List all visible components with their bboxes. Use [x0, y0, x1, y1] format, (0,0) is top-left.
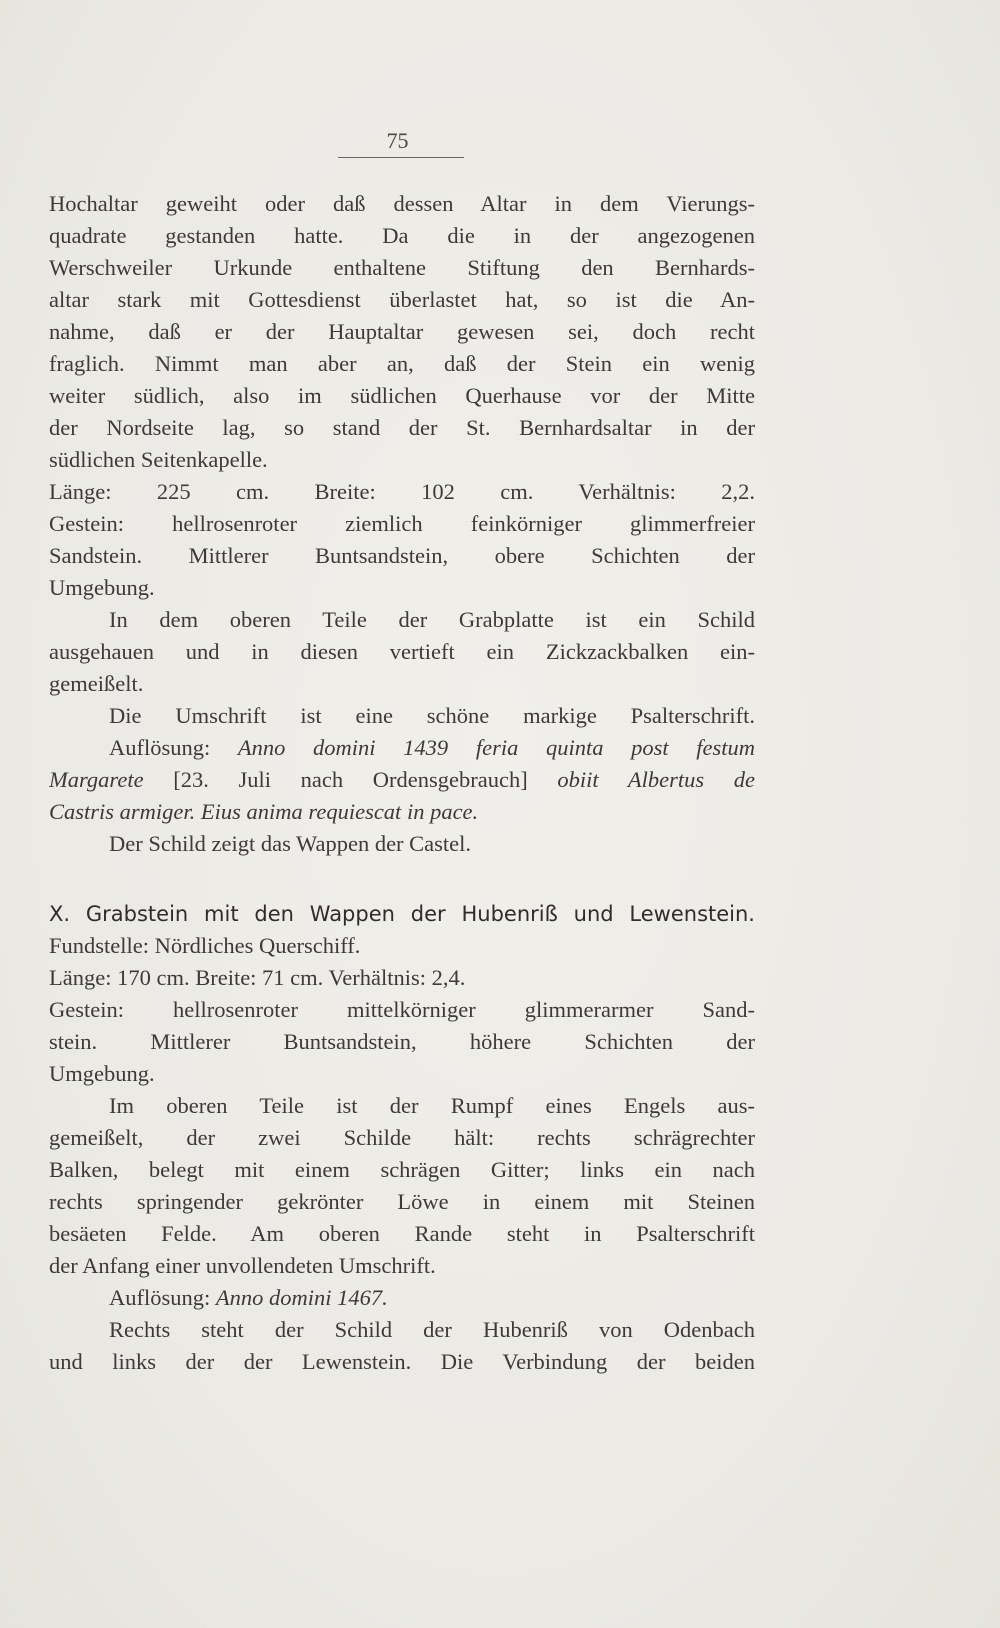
body-text	[49, 188, 755, 1378]
text-line	[49, 1282, 755, 1314]
text-line: Hochaltar geweiht oder daß dessen Altar in dem Vierungs-	[49, 191, 755, 216]
text-line: Rechts steht der Schild der Hubenriß von Odenbach	[109, 1317, 755, 1342]
text-line: Umgebung.	[49, 1061, 155, 1086]
text-line: Gestein: hellrosenroter mittelkörniger glimmerarmer Sand-	[49, 997, 755, 1022]
text-line: Sandstein. Mittlerer Buntsandstein, obere Schichten der	[49, 543, 755, 568]
text-line: der Anfang einer unvollendeten Umschrift.	[49, 1253, 436, 1278]
text-line: ausgehauen und in diesen vertieft ein Zickzackbalken ein-	[49, 639, 755, 664]
inscription-text: Anno domini 1439 feria quinta post festum	[237, 735, 755, 760]
text-line: Der Schild zeigt das Wappen der Castel.	[109, 831, 472, 856]
text-line: der Nordseite lag, so stand der St. Bernhardsaltar in der	[49, 415, 755, 440]
section-gap	[49, 860, 755, 898]
inscription-text: Castris armiger.	[49, 799, 196, 824]
resolution-label: Auflösung:	[109, 1285, 211, 1310]
inscription-text: Margarete	[49, 767, 144, 792]
text-line: quadrate gestanden hatte. Da die in der angezogenen	[49, 223, 755, 248]
text-line: nahme, daß er der Hauptaltar gewesen sei, doch recht	[49, 319, 755, 344]
text-line	[49, 764, 755, 796]
text-line: In dem oberen Teile der Grabplatte ist ein Schild	[109, 607, 755, 632]
page-number: 75	[386, 128, 409, 153]
inscription-text: Eius anima requiescat in pace.	[200, 799, 479, 824]
resolution-label: Auflösung:	[109, 735, 211, 760]
text-line: gemeißelt.	[49, 671, 144, 696]
section-heading: X. Grabstein mit den Wappen der Hubenriß und Lewenstein.	[49, 902, 755, 926]
text-line: altar stark mit Gottesdienst überlastet hat, so ist die An-	[49, 287, 755, 312]
inscription-text: Anno domini 1467.	[215, 1285, 388, 1310]
text-line: rechts springender gekrönter Löwe in einem mit Steinen	[49, 1189, 755, 1214]
text-line: Die Umschrift ist eine schöne markige Psalterschrift.	[109, 703, 755, 728]
inscription-text: obiit Albertus de	[557, 767, 755, 792]
text-line	[49, 732, 755, 764]
header-rule	[338, 157, 464, 158]
text-line: Umgebung.	[49, 575, 155, 600]
text-line: weiter südlich, also im südlichen Querhause vor der Mitte	[49, 383, 755, 408]
text-line: Länge: 225 cm. Breite: 102 cm. Verhältnis: 2,2.	[49, 479, 755, 504]
text-line: stein. Mittlerer Buntsandstein, höhere Schichten der	[49, 1029, 755, 1054]
text-line	[49, 796, 755, 828]
text-line: Fundstelle: Nördliches Querschiff.	[49, 933, 361, 958]
text-line: Im oberen Teile ist der Rumpf eines Engels aus-	[109, 1093, 755, 1118]
text-line: Werschweiler Urkunde enthaltene Stiftung den Bernhards-	[49, 255, 755, 280]
text-line: Balken, belegt mit einem schrägen Gitter; links ein nach	[49, 1157, 755, 1182]
annotation-text: [23. Juli nach Ordensgebrauch]	[173, 767, 528, 792]
text-line: südlichen Seitenkapelle.	[49, 447, 268, 472]
text-line: Gestein: hellrosenroter ziemlich feinkörniger glimmerfreier	[49, 511, 755, 536]
text-line: besäeten Felde. Am oberen Rande steht in Psalterschrift	[49, 1221, 755, 1246]
text-line: gemeißelt, der zwei Schilde hält: rechts schrägrechter	[49, 1125, 755, 1150]
text-line: und links der der Lewenstein. Die Verbindung der beiden	[49, 1349, 755, 1374]
text-line: Länge: 170 cm. Breite: 71 cm. Verhältnis: 2,4.	[49, 965, 466, 990]
text-line: fraglich. Nimmt man aber an, daß der Stein ein wenig	[49, 351, 755, 376]
